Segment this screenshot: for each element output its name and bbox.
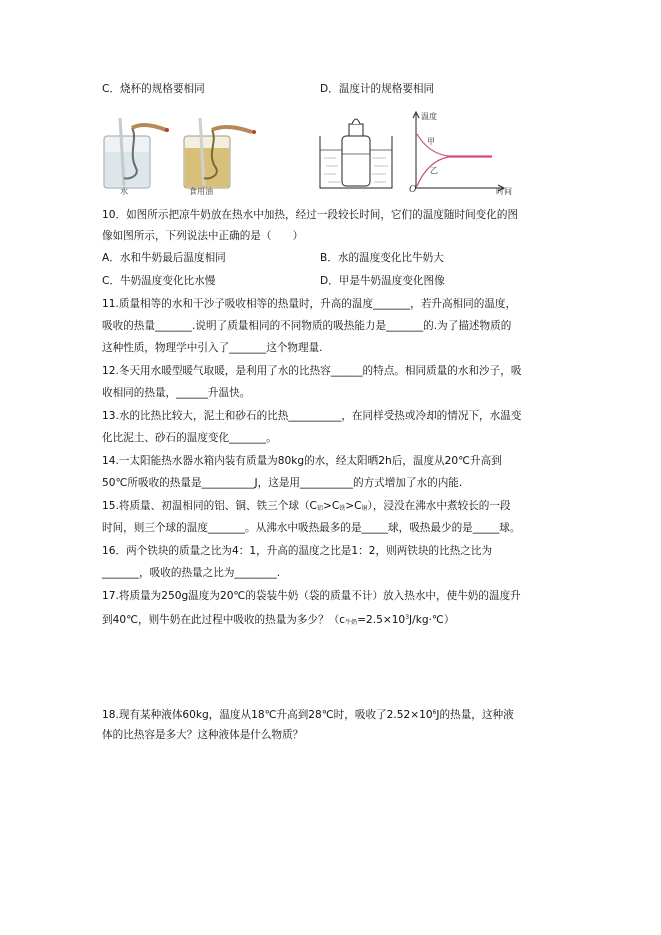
q18-line2: 体的比热容是多大？这种液体是什么物质？ xyxy=(102,729,304,741)
yi-label: 乙 xyxy=(430,166,438,175)
label-water: 水 xyxy=(120,187,128,196)
q17-line2-mid: =2.5×10 xyxy=(357,614,406,626)
q18-line1 xyxy=(102,706,514,722)
q16-line2: _______，吸收的热量之比为________. xyxy=(102,567,281,579)
q12-line2: 收相同的热量，______升温快。 xyxy=(102,387,251,399)
milk-bottle xyxy=(342,119,370,186)
q18-line1-start: 18.现有某种液体60kg，温度从18℃升高到28℃时，吸收了2.52×10 xyxy=(102,709,433,721)
q15-gt1: >C xyxy=(322,500,340,512)
q10-option-d: D．甲是牛奶温度变化图像 xyxy=(320,275,445,287)
q15-sub-fe: 铁 xyxy=(339,505,346,512)
q15-sub-al: 铝 xyxy=(316,505,323,512)
q15-line1-end: ），浸没在沸水中煮较长的一段 xyxy=(367,500,511,512)
q17-line1: 17.将质量为250g温度为20℃的袋装牛奶（袋的质量不计）放入热水中，使牛奶的温度升 xyxy=(102,590,521,602)
q18-sup-6: 6 xyxy=(432,709,437,716)
axis-y-label: 温度 xyxy=(421,112,437,121)
q11-line2: 吸收的热量_______.说明了质量相同的不同物质的吸热能力是_______的.为了描述物质的 xyxy=(102,320,512,332)
q11-line3: 这种性质，物理学中引入了_______这个物理量. xyxy=(102,342,323,354)
temperature-time-graph xyxy=(413,112,504,191)
q10-line1: 10．如图所示把凉牛奶放在热水中加热，经过一段较长时间，它们的温度随时间变化的图 xyxy=(102,209,519,221)
q15-line1 xyxy=(102,499,511,516)
q15-sub-cu: 铜 xyxy=(361,505,368,512)
q13-line2: 化比泥土、砂石的温度变化_______。 xyxy=(102,432,277,444)
q17-sub-milk: 牛奶 xyxy=(345,619,358,626)
q17-line2 xyxy=(102,611,454,630)
q10-option-b: B．水的温度变化比牛奶大 xyxy=(320,252,444,264)
q17-sup-3: 3 xyxy=(405,614,410,621)
q10-line2: 像如图所示，下列说法中正确的是（ ） xyxy=(102,230,304,242)
origin-label: O xyxy=(409,184,417,195)
q15-line1-start: 15.将质量、初温相同的铝、铜、铁三个球（C xyxy=(102,500,317,512)
water-beaker xyxy=(104,118,169,188)
q15-line2: 时间，则三个球的温度_______。从沸水中吸热最多的是_____球，吸热最少的是_____球。 xyxy=(102,522,521,534)
q15-gt2: >C xyxy=(345,500,362,512)
oil-beaker xyxy=(184,118,256,188)
q10-option-c: C．牛奶温度变化比水慢 xyxy=(102,275,216,287)
axis-x-label: 时间 xyxy=(496,187,512,196)
q11-line1: 11.质量相等的水和干沙子吸收相等的热量时，升高的温度_______，若升高相同的温度， xyxy=(102,298,517,310)
q12-line1: 12.冬天用水暖型暖气取暖，是利用了水的比热容______的特点。相同质量的水和沙子，吸 xyxy=(102,365,522,377)
q17-line2-end: J/kg·℃） xyxy=(409,614,455,626)
q18-line1-end: J的热量，这种液 xyxy=(436,709,514,721)
jia-label: 甲 xyxy=(427,137,435,146)
q14-line1: 14.一太阳能热水器水箱内装有质量为80kg的水，经太阳晒2h后，温度从20℃升高到 xyxy=(102,455,502,467)
q10-option-a: A．水和牛奶最后温度相同 xyxy=(102,252,226,264)
option-d-top: D．温度计的规格要相同 xyxy=(320,83,435,95)
option-c-top: C．烧杯的规格要相同 xyxy=(102,83,205,95)
q17-line2-start: 到40℃，则牛奶在此过程中吸收的热量为多少？（c xyxy=(102,614,346,626)
q13-line1: 13.水的比热比较大，泥土和砂石的比热__________，在同样受热或冷却的情况下，水温变 xyxy=(102,410,522,422)
q16-line1: 16．两个铁块的质量之比为4：1，升高的温度之比是1：2，则两铁块的比热之比为 xyxy=(102,545,493,557)
curve-yi xyxy=(417,157,492,186)
label-oil: 食用油 xyxy=(189,187,213,196)
q14-line2: 50℃所吸收的热量是__________J，这是用__________的方式增加了水的内能. xyxy=(102,477,463,489)
